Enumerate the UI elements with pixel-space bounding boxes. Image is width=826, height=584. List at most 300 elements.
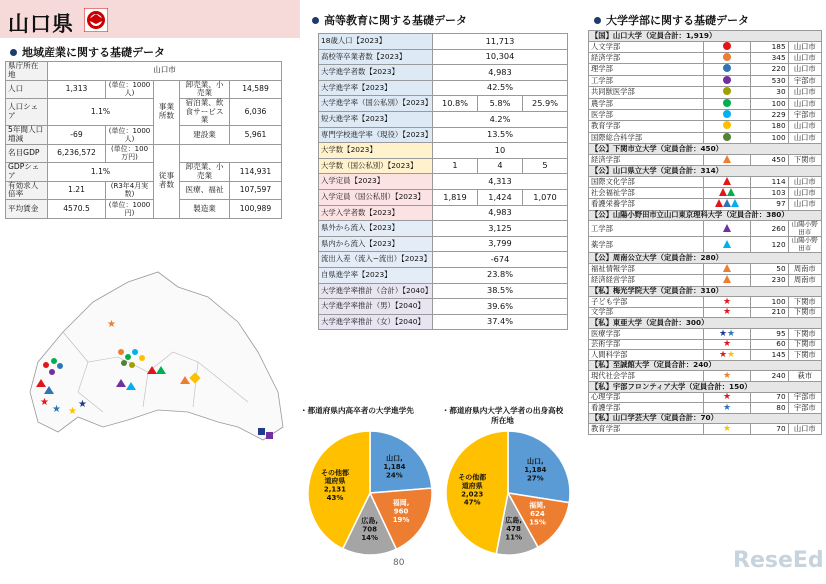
faculty-symbols (723, 371, 731, 380)
row-label: 大学進学率推計（合計）【2040】 (319, 283, 433, 299)
middle-section-heading (312, 12, 467, 28)
faculty-marker (703, 52, 750, 63)
row-value: 4.2% (433, 111, 568, 127)
faculty-capacity: 345 (751, 52, 788, 63)
star-icon: ★ (723, 296, 732, 307)
circle-icon (723, 110, 731, 118)
faculty-capacity: 230 (751, 275, 788, 286)
faculty-symbols (719, 350, 735, 359)
star-icon: ★ (723, 402, 732, 413)
industry-value: 100,989 (230, 200, 282, 219)
faculty-name: 教育学部 (589, 121, 704, 132)
table-row (319, 205, 568, 221)
faculty-name: 子ども学部 (589, 297, 704, 308)
university-title: 【国】山口大学（定員合計：1,919） (589, 31, 822, 42)
table-row (319, 267, 568, 283)
faculty-row (589, 154, 822, 165)
row-value: 11,713 (433, 34, 568, 50)
table-row (319, 236, 568, 252)
table-row (319, 80, 568, 96)
university-title: 【私】宇部フロンティア大学（定員合計：150） (589, 382, 822, 393)
triangle-icon (719, 188, 727, 196)
circle-icon (723, 42, 731, 50)
faculty-capacity: 95 (751, 329, 788, 340)
row-value: 4 (478, 158, 523, 174)
faculty-city: 下関市 (788, 154, 821, 165)
right-heading-text: 大学学部に関する基礎データ (606, 14, 749, 27)
faculty-marker (703, 339, 750, 350)
faculty-name: 福祉情報学部 (589, 263, 704, 274)
faculty-capacity: 145 (751, 350, 788, 361)
svg-text:★: ★ (40, 397, 49, 408)
table-row (6, 200, 282, 219)
faculty-row (589, 237, 822, 253)
table-row (6, 163, 282, 182)
pie-chart-2 (443, 428, 573, 558)
svg-text:★: ★ (78, 399, 87, 410)
triangle-icon (715, 199, 723, 207)
faculty-symbols (723, 88, 731, 97)
row-value: 10.8% (433, 96, 478, 112)
row-value: 1 (433, 158, 478, 174)
industry-value: 114,931 (230, 163, 282, 182)
row-unit: (単位：1000人) (106, 126, 154, 145)
faculty-marker (703, 98, 750, 109)
faculty-marker (703, 199, 750, 210)
industry-value: 14,589 (230, 80, 282, 99)
row-value: 23.8% (433, 267, 568, 283)
faculty-row (589, 132, 822, 143)
faculty-marker (703, 87, 750, 98)
faculty-marker (703, 132, 750, 143)
faculty-symbols (723, 122, 731, 131)
faculty-row (589, 263, 822, 274)
row-label: 大学進学率推計（女）【2040】 (319, 314, 433, 330)
faculty-symbols (723, 339, 731, 348)
faculty-city: 山口市 (788, 64, 821, 75)
faculty-row (589, 329, 822, 340)
page-title: 山口県 (8, 12, 74, 36)
row-label: 県内から流入【2023】 (319, 236, 433, 252)
faculty-symbols (723, 276, 731, 285)
circle-icon (723, 133, 731, 141)
row-label: 大学進学率【2023】 (319, 80, 433, 96)
faculty-symbols (723, 100, 731, 109)
faculty-marker (703, 64, 750, 75)
row-label: 5年間人口増減 (6, 126, 48, 145)
faculty-city: 宇部市 (788, 392, 821, 403)
row-unit: (単位：100万円) (106, 144, 154, 163)
pie1-title: ・都道府県内高卒者の大学進学先 (300, 406, 414, 415)
faculty-symbols (723, 265, 731, 274)
row-value: -69 (48, 126, 106, 145)
triangle-icon (723, 240, 731, 248)
row-label: 人口シェア (6, 99, 48, 126)
faculty-marker (703, 297, 750, 308)
star-icon: ★ (727, 349, 736, 360)
row-value: 39.6% (433, 299, 568, 315)
faculty-city: 下関市 (788, 297, 821, 308)
table-row (319, 174, 568, 190)
faculty-symbols (723, 307, 731, 316)
spacer-cell (180, 144, 282, 163)
prefecture-emblem-icon (84, 8, 108, 32)
faculty-name: 看護栄養学部 (589, 199, 704, 210)
row-unit: (R3年4月実数) (106, 181, 154, 200)
table-row (319, 158, 568, 174)
table-row (319, 127, 568, 143)
faculty-capacity: 80 (751, 403, 788, 414)
university-title: 【私】山口学芸大学（定員合計：70） (589, 413, 822, 424)
faculty-city: 下関市 (788, 339, 821, 350)
faculty-row (589, 87, 822, 98)
faculty-marker (703, 176, 750, 187)
faculty-capacity: 180 (751, 121, 788, 132)
row-value: 1,313 (48, 80, 106, 99)
table-row (319, 65, 568, 81)
faculty-row (589, 64, 822, 75)
row-value: 山口市 (48, 62, 282, 81)
faculty-city: 山口市 (788, 132, 821, 143)
row-label: 18歳人口【2023】 (319, 34, 433, 50)
faculty-name: 文学部 (589, 307, 704, 318)
university-header-row (589, 210, 822, 221)
faculty-city: 周南市 (788, 263, 821, 274)
industry-name: 宿泊業、飲食サービス業 (180, 99, 230, 126)
industry-name: 医療、福祉 (180, 181, 230, 200)
faculty-row (589, 307, 822, 318)
industry-name: 卸売業、小売業 (180, 163, 230, 182)
faculty-city: 山口市 (788, 188, 821, 199)
row-label: 名目GDP (6, 144, 48, 163)
faculty-symbols (719, 329, 735, 338)
faculty-city: 山口市 (788, 199, 821, 210)
table-row (319, 189, 568, 205)
industry-name: 建設業 (180, 126, 230, 145)
faculty-symbols (723, 77, 731, 86)
star-icon: ★ (718, 328, 728, 339)
faculty-marker (703, 121, 750, 132)
svg-text:★: ★ (68, 406, 77, 417)
faculty-marker (703, 350, 750, 361)
university-title: 【私】至誠館大学（定員合計：240） (589, 360, 822, 371)
table-row (6, 80, 282, 99)
faculty-city: 山陽小野田市 (788, 221, 821, 237)
triangle-icon (723, 264, 731, 272)
industry-name: 卸売業、小売業 (180, 80, 230, 99)
table-row (319, 299, 568, 315)
row-value: 1,819 (433, 189, 478, 205)
pie-slice-label: 山口, 1,184 24% (383, 454, 406, 480)
faculty-city: 山口市 (788, 98, 821, 109)
university-header-row (589, 360, 822, 371)
faculty-city: 下関市 (788, 329, 821, 340)
table-row (6, 126, 282, 145)
faculty-row (589, 109, 822, 120)
table-row (6, 181, 282, 200)
faculty-name: 現代社会学部 (589, 371, 704, 382)
faculty-marker (703, 109, 750, 120)
circle-icon (723, 87, 731, 95)
table-row (6, 99, 282, 126)
page-number: 80 (393, 558, 405, 568)
row-label: 大学進学者数【2023】 (319, 65, 433, 81)
university-header-row (589, 318, 822, 329)
faculty-city: 宇部市 (788, 403, 821, 414)
row-label: 入学定員【2023】 (319, 174, 433, 190)
faculty-name: 人文学部 (589, 41, 704, 52)
table-row (319, 96, 568, 112)
bullet-icon (312, 17, 319, 24)
faculty-capacity: 220 (751, 64, 788, 75)
university-title: 【私】梅光学院大学（定員合計：310） (589, 286, 822, 297)
brand-text: ReseEd (733, 548, 824, 573)
faculty-marker (703, 424, 750, 435)
faculty-row (589, 339, 822, 350)
faculty-marker (703, 307, 750, 318)
row-value: 5.8% (478, 96, 523, 112)
faculty-city: 山口市 (788, 87, 821, 98)
faculty-capacity: 114 (751, 176, 788, 187)
table-row (319, 221, 568, 237)
triangle-icon (723, 155, 731, 163)
faculty-symbols (723, 178, 731, 187)
faculty-city: 下関市 (788, 307, 821, 318)
pie-slice-label: 福岡, 624 15% (529, 501, 546, 527)
faculty-row (589, 350, 822, 361)
faculty-name: 理学部 (589, 64, 704, 75)
faculty-city: 山口市 (788, 41, 821, 52)
pie-slice-label: 広島, 708 14% (361, 517, 379, 542)
faculty-row (589, 371, 822, 382)
row-value: 37.4% (433, 314, 568, 330)
faculty-capacity: 210 (751, 307, 788, 318)
faculty-name: 経済学部 (589, 52, 704, 63)
row-unit: (単位：1000円) (106, 200, 154, 219)
table-row (6, 62, 282, 81)
faculty-symbols (723, 225, 731, 234)
row-label: 大学進学率推計（男）【2040】 (319, 299, 433, 315)
faculty-marker (703, 188, 750, 199)
pie-slice-label: 福岡, 960 19% (392, 499, 410, 524)
table-row (319, 111, 568, 127)
row-value: 1.1% (48, 99, 154, 126)
university-header-row (589, 286, 822, 297)
faculty-capacity: 100 (751, 98, 788, 109)
table-row (319, 34, 568, 50)
higher-education-table (318, 33, 568, 330)
triangle-icon (723, 199, 731, 207)
star-icon: ★ (723, 307, 732, 318)
faculty-capacity: 103 (751, 188, 788, 199)
faculty-name: 医学部 (589, 109, 704, 120)
pie-slice-label: その他都道府県 2,131 43% (320, 468, 349, 502)
faculty-capacity: 120 (751, 237, 788, 253)
circle-icon (723, 64, 731, 72)
faculty-capacity: 97 (751, 199, 788, 210)
faculty-name: 社会福祉学部 (589, 188, 704, 199)
row-label: 流出入差（流入−流出）【2023】 (319, 252, 433, 268)
university-header-row (589, 253, 822, 264)
row-value: 4,983 (433, 205, 568, 221)
row-value: 1,424 (478, 189, 523, 205)
faculty-marker (703, 275, 750, 286)
faculty-row (589, 41, 822, 52)
faculty-row (589, 221, 822, 237)
faculty-city: 宇部市 (788, 75, 821, 86)
faculty-marker (703, 263, 750, 274)
faculty-capacity: 70 (751, 392, 788, 403)
star-icon: ★ (723, 371, 732, 382)
faculty-row (589, 403, 822, 414)
industry-name: 製造業 (180, 200, 230, 219)
star-icon: ★ (723, 339, 732, 350)
faculty-marker (703, 371, 750, 382)
row-unit: (単位：1000人) (106, 80, 154, 99)
row-label: GDPシェア (6, 163, 48, 182)
row-label: 人口 (6, 80, 48, 99)
faculty-symbols (723, 241, 731, 250)
row-label: 高校等卒業者数【2023】 (319, 49, 433, 65)
faculty-marker (703, 237, 750, 253)
row-value: 42.5% (433, 80, 568, 96)
star-icon: ★ (718, 349, 728, 360)
employees-label: 従事者数 (154, 144, 180, 218)
faculty-symbols (715, 200, 739, 209)
faculty-marker (703, 221, 750, 237)
left-section-heading (10, 44, 165, 60)
row-value: 10,304 (433, 49, 568, 65)
row-value: 13.5% (433, 127, 568, 143)
pie-slice-label: その他都道府県 2,023 47% (458, 473, 487, 507)
faculty-symbols (723, 297, 731, 306)
faculty-row (589, 297, 822, 308)
pie-slice-label: 山口, 1,184 27% (524, 457, 547, 483)
row-value: 25.9% (523, 96, 568, 112)
university-title: 【私】東亜大学（定員合計：300） (589, 318, 822, 329)
faculty-name: 人間科学部 (589, 350, 704, 361)
row-label: 大学数（国公私別）【2023】 (319, 158, 433, 174)
university-header-row (589, 144, 822, 155)
bullet-icon (10, 49, 17, 56)
faculty-marker (703, 392, 750, 403)
faculty-row (589, 121, 822, 132)
university-header-row (589, 413, 822, 424)
business-label: 事業所数 (154, 80, 180, 144)
table-row (6, 144, 282, 163)
faculty-city: 周南市 (788, 275, 821, 286)
row-value: 10 (433, 143, 568, 159)
row-value: 4,313 (433, 174, 568, 190)
faculty-row (589, 98, 822, 109)
triangle-icon (723, 224, 731, 232)
row-value: 6,236,572 (48, 144, 106, 163)
faculty-row (589, 275, 822, 286)
row-value: 4570.5 (48, 200, 106, 219)
faculty-name: 教育学部 (589, 424, 704, 435)
faculty-symbols (723, 156, 731, 165)
row-value: 3,125 (433, 221, 568, 237)
row-value: 5 (523, 158, 568, 174)
faculty-name: 共同獣医学部 (589, 87, 704, 98)
pie2-title: ・都道府県内大学入学者の出身高校所在地 (441, 406, 564, 425)
university-header-row (589, 382, 822, 393)
row-label: 県庁所在地 (6, 62, 48, 81)
university-title: 【公】山陽小野田市立山口東京理科大学（定員合計：380） (589, 210, 822, 221)
faculty-capacity: 530 (751, 75, 788, 86)
faculty-name: 心理学部 (589, 392, 704, 403)
faculty-row (589, 52, 822, 63)
faculty-name: 国際総合科学部 (589, 132, 704, 143)
circle-icon (723, 99, 731, 107)
right-section-heading (594, 12, 749, 28)
row-value: 1,070 (523, 189, 568, 205)
circle-icon (723, 53, 731, 61)
triangle-icon (727, 188, 735, 196)
row-value: -674 (433, 252, 568, 268)
faculty-symbols (723, 111, 731, 120)
faculty-name: 薬学部 (589, 237, 704, 253)
row-label: 短大進学率【2023】 (319, 111, 433, 127)
brand-logo (733, 548, 824, 573)
faculty-name: 看護学部 (589, 403, 704, 414)
university-header-row (589, 31, 822, 42)
row-label: 自県進学率【2023】 (319, 267, 433, 283)
faculty-capacity: 30 (751, 87, 788, 98)
regional-industry-table (5, 61, 282, 219)
faculty-capacity: 450 (751, 154, 788, 165)
pie-slice-label: 広島, 478 11% (505, 516, 522, 542)
faculty-name: 医療学部 (589, 329, 704, 340)
faculty-symbols (723, 43, 731, 52)
faculty-capacity: 100 (751, 297, 788, 308)
faculty-city: 山陽小野田市 (788, 237, 821, 253)
middle-heading-text: 高等教育に関する基礎データ (324, 14, 467, 27)
row-label: 大学数【2023】 (319, 143, 433, 159)
row-value: 1.21 (48, 181, 106, 200)
table-row (319, 314, 568, 330)
industry-value: 6,036 (230, 99, 282, 126)
row-label: 入学定員（国公私別）【2023】 (319, 189, 433, 205)
row-value: 3,799 (433, 236, 568, 252)
faculty-city: 山口市 (788, 52, 821, 63)
faculty-name: 国際文化学部 (589, 176, 704, 187)
row-label: 県外から流入【2023】 (319, 221, 433, 237)
table-row (319, 143, 568, 159)
faculty-capacity: 100 (751, 132, 788, 143)
svg-text:★: ★ (107, 319, 116, 330)
row-value: 38.5% (433, 283, 568, 299)
pie-chart-1 (305, 428, 435, 558)
faculty-marker (703, 403, 750, 414)
university-header-row (589, 166, 822, 177)
faculty-symbols (723, 134, 731, 143)
faculty-row (589, 75, 822, 86)
faculty-row (589, 199, 822, 210)
row-value: 4,983 (433, 65, 568, 81)
faculty-symbols (719, 189, 735, 198)
table-row (319, 283, 568, 299)
faculty-symbols (723, 54, 731, 63)
university-title: 【公】下関市立大学（定員合計：450） (589, 144, 822, 155)
faculty-capacity: 240 (751, 371, 788, 382)
triangle-icon (731, 199, 739, 207)
faculty-city: 萩市 (788, 371, 821, 382)
industry-value: 107,597 (230, 181, 282, 200)
faculty-name: 芸術学部 (589, 339, 704, 350)
faculty-symbols (723, 403, 731, 412)
star-icon: ★ (723, 392, 732, 403)
